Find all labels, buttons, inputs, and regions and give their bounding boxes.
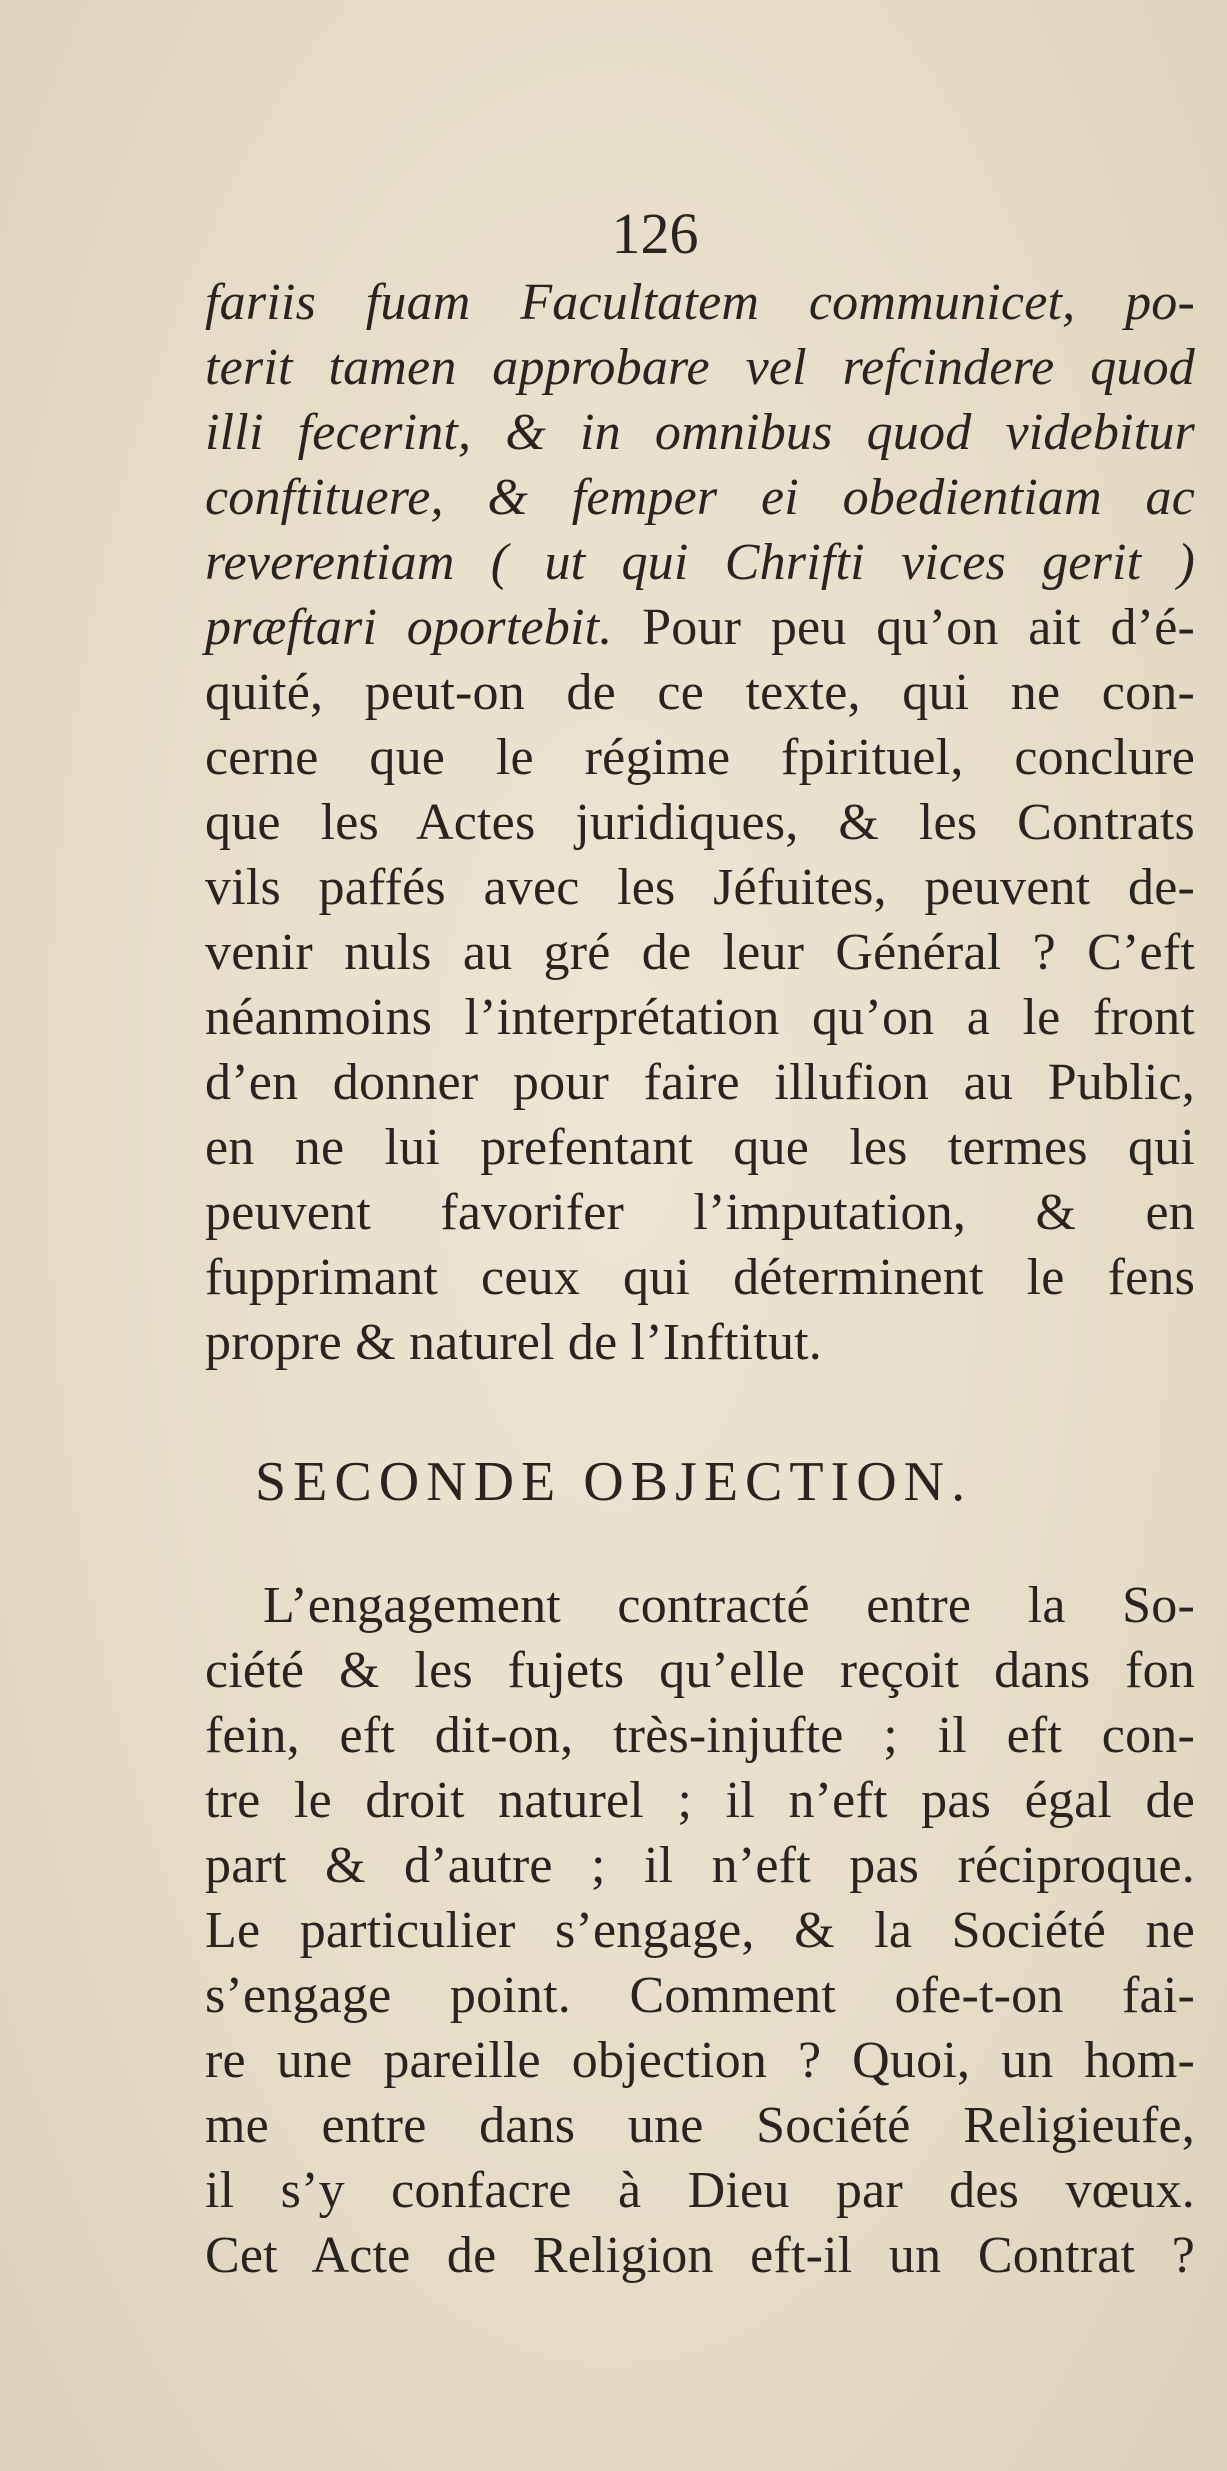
text-line: L’engagement contracté entre la So-: [263, 1577, 1195, 1634]
text-line: terit tamen approbare vel refcindere quod: [205, 339, 1195, 396]
text-line: il s’y confacre à Dieu par des vœux.: [205, 2162, 1195, 2219]
text-line: me entre dans une Société Religieufe,: [205, 2097, 1195, 2154]
text-line: en ne lui prefentant que les termes qui: [205, 1119, 1195, 1176]
text-line: reverentiam ( ut qui Chrifti vices gerit ): [205, 534, 1195, 591]
text-line: vils paffés avec les Jéfuites, peuvent de-: [205, 859, 1195, 916]
text-line: peuvent favorifer l’imputation, & en: [205, 1184, 1195, 1241]
text-line: Le particulier s’engage, & la Société ne: [205, 1902, 1195, 1959]
text-line: conftituere, & femper ei obedientiam ac: [205, 469, 1195, 526]
text-block: [205, 270, 1195, 2288]
text-line: Cet Acte de Religion eft-il un Contrat ?: [205, 2227, 1195, 2284]
text-line: quité, peut-on de ce texte, qui ne con-: [205, 664, 1195, 721]
text-line: cerne que le régime fpirituel, conclure: [205, 729, 1195, 786]
text-line: propre & naturel de l’Inftitut.: [205, 1314, 822, 1371]
text-line: d’en donner pour faire illufion au Public,: [205, 1054, 1195, 1111]
text-line: venir nuls au gré de leur Général ? C’eft: [205, 924, 1195, 981]
text-line: que les Actes juridiques, & les Contrats: [205, 794, 1195, 851]
section-heading: SECONDE OBJECTION.: [255, 1451, 973, 1513]
text-line: néanmoins l’interprétation qu’on a le front: [205, 989, 1195, 1046]
paragraph-objection: [205, 1573, 1195, 2288]
italic-segment: præftari oportebit.: [205, 599, 613, 656]
text-line: s’engage point. Comment ofe-t-on fai-: [205, 1967, 1195, 2024]
text-line-mixed: [205, 595, 1195, 660]
roman-segment: Pour peu qu’on ait d’é-: [612, 599, 1195, 656]
text-line: re une pareille objection ? Quoi, un hom-: [205, 2032, 1195, 2089]
text-line: part & d’autre ; il n’eft pas réciproque.: [205, 1837, 1195, 1894]
page-number: 126: [611, 201, 699, 266]
text-line: tre le droit naturel ; il n’eft pas égal de: [205, 1772, 1195, 1829]
text-line: fein, eft dit-on, très-injufte ; il eft con-: [205, 1707, 1195, 1764]
text-line: ciété & les fujets qu’elle reçoit dans fon: [205, 1642, 1195, 1699]
text-line: fupprimant ceux qui déterminent le fens: [205, 1249, 1195, 1306]
text-line: illi fecerint, & in omnibus quod videbitur: [205, 404, 1195, 461]
text-line: fariis fuam Facultatem communicet, po-: [205, 274, 1195, 331]
paragraph-latin-quote: [205, 270, 1195, 1375]
